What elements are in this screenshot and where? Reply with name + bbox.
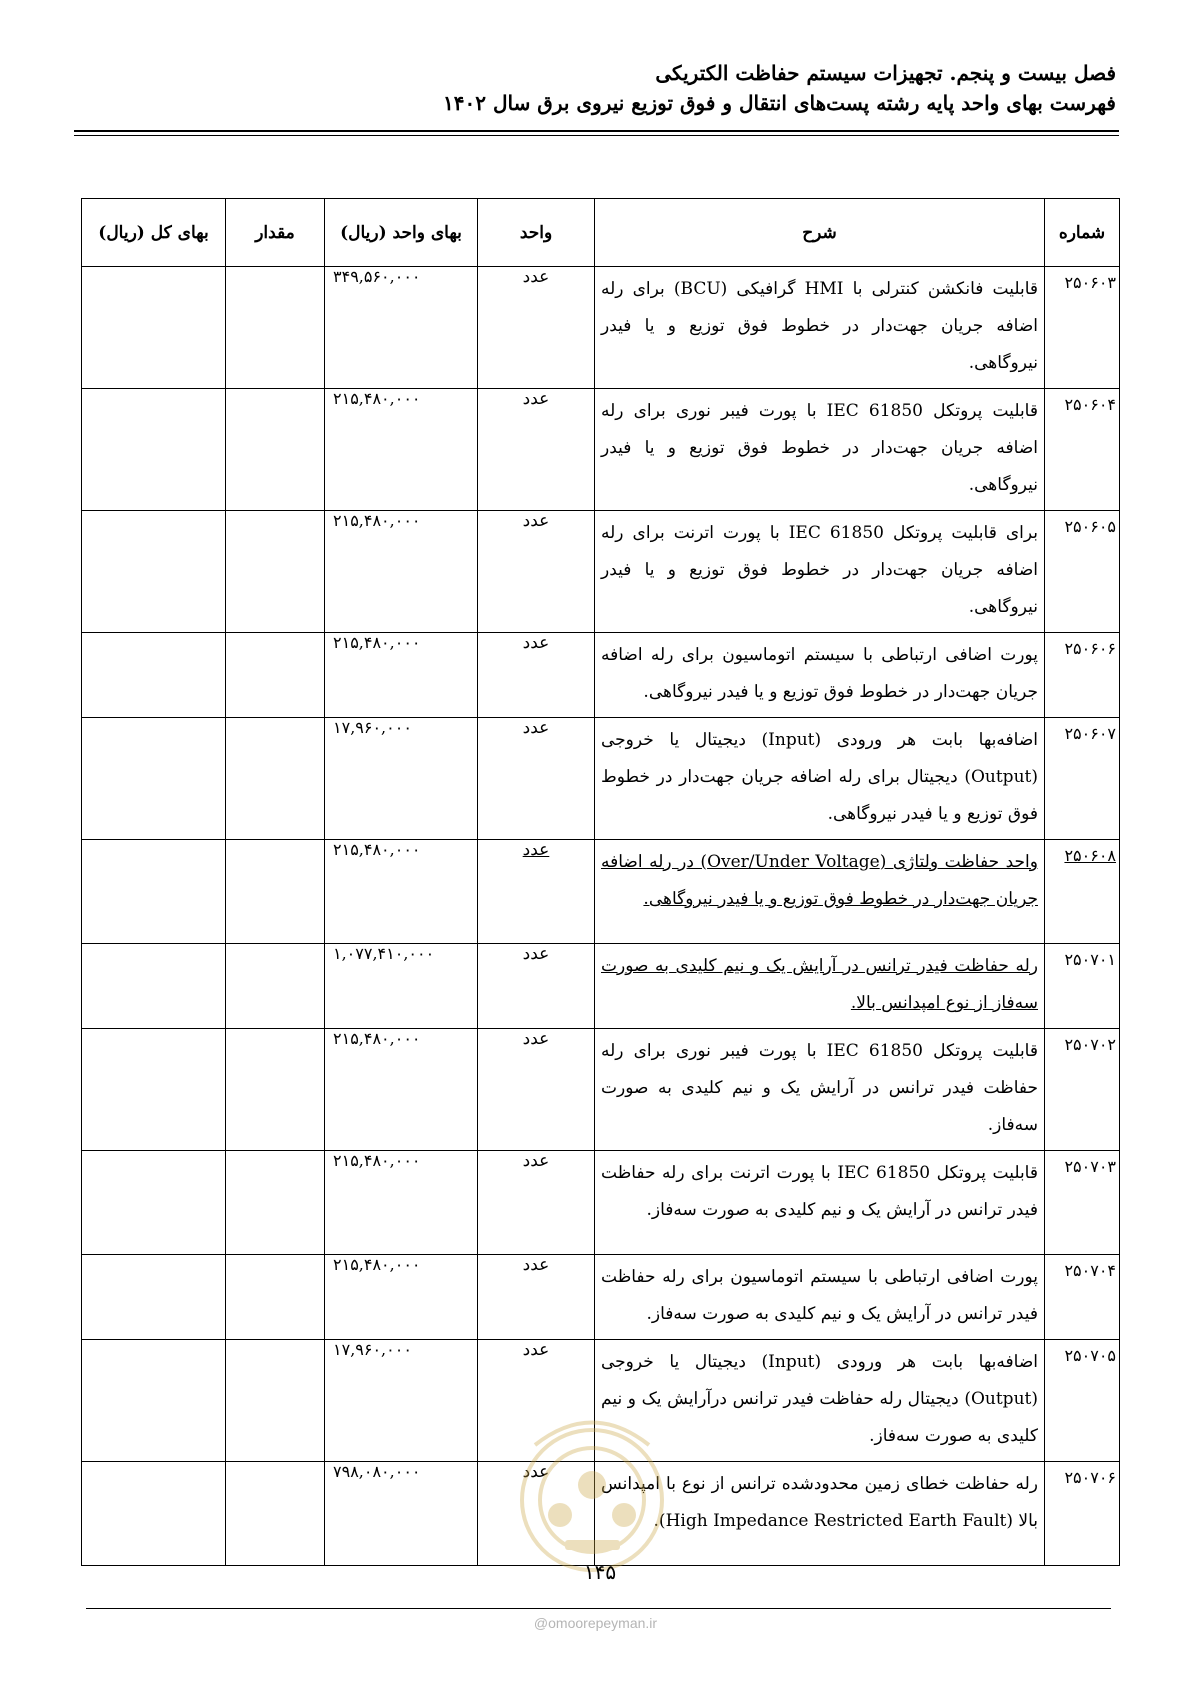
row-number: ۲۵۰۷۰۱ — [1045, 944, 1120, 1029]
row-unit: عدد — [478, 1151, 595, 1255]
footer-watermark: @omoorepeyman.ir — [533, 1615, 658, 1631]
row-description: قابلیت پروتکل IEC 61850 با پورت اترنت برای رله حفاظت فیدر ترانس در آرایش یک و نیم کلیدی به صورت سه‌فاز. — [595, 1151, 1045, 1255]
row-total-price[interactable] — [82, 1462, 226, 1566]
header-description: شرح — [595, 199, 1045, 267]
row-unit: عدد — [478, 1462, 595, 1566]
row-total-price[interactable] — [82, 944, 226, 1029]
header-total-price: بهای کل (ریال) — [82, 199, 226, 267]
row-total-price[interactable] — [82, 1151, 226, 1255]
row-description: قابلیت فانکشن کنترلی با HMI گرافیکی (BCU) برای رله اضافه جریان جهت‌دار در خطوط فوق توزیع و یا فیدر نیروگاهی. — [595, 267, 1045, 389]
row-unit: عدد — [478, 840, 595, 944]
row-unit-price: ۱,۰۷۷,۴۱۰,۰۰۰ — [325, 944, 478, 1029]
row-unit: عدد — [478, 267, 595, 389]
row-description: قابلیت پروتکل IEC 61850 با پورت فیبر نوری برای رله اضافه جریان جهت‌دار در خطوط فوق توزیع و یا فیدر نیروگاهی. — [595, 389, 1045, 511]
row-unit: عدد — [478, 718, 595, 840]
row-unit-price: ۲۱۵,۴۸۰,۰۰۰ — [325, 389, 478, 511]
table-row — [82, 1255, 1120, 1340]
row-number: ۲۵۰۷۰۴ — [1045, 1255, 1120, 1340]
footer-rule — [86, 1608, 1111, 1609]
row-quantity[interactable] — [226, 267, 325, 389]
page-number: ۱۴۵ — [583, 1560, 617, 1584]
seal-stamp-icon — [505, 1405, 680, 1585]
row-description: پورت اضافی ارتباطی با سیستم اتوماسیون برای رله اضافه جریان جهت‌دار در خطوط فوق توزیع و یا فیدر نیروگاهی. — [595, 633, 1045, 718]
header-quantity: مقدار — [226, 199, 325, 267]
row-total-price[interactable] — [82, 1340, 226, 1462]
row-unit-price: ۳۴۹,۵۶۰,۰۰۰ — [325, 267, 478, 389]
row-number: ۲۵۰۷۰۳ — [1045, 1151, 1120, 1255]
row-description: برای قابلیت پروتکل IEC 61850 با پورت اترنت برای رله اضافه جریان جهت‌دار در خطوط فوق توزیع و یا فیدر نیروگاهی. — [595, 511, 1045, 633]
row-description: اضافه‌بها بابت هر ورودی (Input) دیجیتال یا خروجی (Output) دیجیتال رله حفاظت فیدر ترانس درآرایش یک و نیم کلیدی به صورت سه‌فاز. — [595, 1340, 1045, 1462]
row-quantity[interactable] — [226, 1151, 325, 1255]
table-row — [82, 944, 1120, 1029]
row-description: قابلیت پروتکل IEC 61850 با پورت فیبر نوری برای رله حفاظت فیدر ترانس در آرایش یک و نیم کلیدی به صورت سه‌فاز. — [595, 1029, 1045, 1151]
row-unit: عدد — [478, 389, 595, 511]
row-unit-price: ۲۱۵,۴۸۰,۰۰۰ — [325, 511, 478, 633]
row-number: ۲۵۰۶۰۵ — [1045, 511, 1120, 633]
page-header — [66, 58, 1116, 118]
row-number: ۲۵۰۶۰۶ — [1045, 633, 1120, 718]
table-row — [82, 840, 1120, 944]
row-total-price[interactable] — [82, 511, 226, 633]
table-row — [82, 511, 1120, 633]
row-description: پورت اضافی ارتباطی با سیستم اتوماسیون برای رله حفاظت فیدر ترانس در آرایش یک و نیم کلیدی به صورت سه‌فاز. — [595, 1255, 1045, 1340]
row-unit-price: ۲۱۵,۴۸۰,۰۰۰ — [325, 633, 478, 718]
row-number: ۲۵۰۶۰۸ — [1045, 840, 1120, 944]
header-number: شماره — [1045, 199, 1120, 267]
row-quantity[interactable] — [226, 633, 325, 718]
row-quantity[interactable] — [226, 944, 325, 1029]
row-unit: عدد — [478, 1255, 595, 1340]
row-quantity[interactable] — [226, 1255, 325, 1340]
row-quantity[interactable] — [226, 1462, 325, 1566]
row-number: ۲۵۰۶۰۷ — [1045, 718, 1120, 840]
row-unit-price: ۷۹۸,۰۸۰,۰۰۰ — [325, 1462, 478, 1566]
header-rule-thin — [74, 135, 1119, 136]
price-table — [81, 198, 1120, 1566]
header-unit: واحد — [478, 199, 595, 267]
row-quantity[interactable] — [226, 718, 325, 840]
row-unit-price: ۲۱۵,۴۸۰,۰۰۰ — [325, 840, 478, 944]
row-unit-price: ۲۱۵,۴۸۰,۰۰۰ — [325, 1255, 478, 1340]
row-total-price[interactable] — [82, 389, 226, 511]
row-total-price[interactable] — [82, 633, 226, 718]
table-row — [82, 1029, 1120, 1151]
row-quantity[interactable] — [226, 511, 325, 633]
row-unit: عدد — [478, 633, 595, 718]
row-number: ۲۵۰۶۰۳ — [1045, 267, 1120, 389]
row-total-price[interactable] — [82, 718, 226, 840]
row-description: اضافه‌بها بابت هر ورودی (Input) دیجیتال یا خروجی (Output) دیجیتال برای رله اضافه جریان جهت‌دار در خطوط فوق توزیع و یا فیدر نیروگاهی. — [595, 718, 1045, 840]
header-rule-thick — [74, 130, 1119, 132]
row-total-price[interactable] — [82, 1255, 226, 1340]
header-unit-price: بهای واحد (ریال) — [325, 199, 478, 267]
row-unit-price: ۲۱۵,۴۸۰,۰۰۰ — [325, 1151, 478, 1255]
row-unit: عدد — [478, 1029, 595, 1151]
table-header-row — [82, 199, 1120, 267]
row-number: ۲۵۰۷۰۶ — [1045, 1462, 1120, 1566]
row-number: ۲۵۰۷۰۵ — [1045, 1340, 1120, 1462]
table-row — [82, 1151, 1120, 1255]
row-unit-price: ۱۷,۹۶۰,۰۰۰ — [325, 718, 478, 840]
row-unit: عدد — [478, 511, 595, 633]
row-quantity[interactable] — [226, 1340, 325, 1462]
document-title: فهرست بهای واحد پایه رشته پست‌های انتقال و فوق توزیع نیروی برق سال ۱۴۰۲ — [443, 91, 1116, 115]
row-description: رله حفاظت خطای زمین محدودشده ترانس از نوع با امپدانس بالا (High Impedance Restricted Earth Fault). — [595, 1462, 1045, 1566]
row-number: ۲۵۰۶۰۴ — [1045, 389, 1120, 511]
row-quantity[interactable] — [226, 840, 325, 944]
row-quantity[interactable] — [226, 1029, 325, 1151]
row-description: واحد حفاظت ولتاژی (Over/Under Voltage) در رله اضافه جریان جهت‌دار در خطوط فوق توزیع و یا فیدر نیروگاهی. — [595, 840, 1045, 944]
row-total-price[interactable] — [82, 267, 226, 389]
table-row — [82, 389, 1120, 511]
row-unit: عدد — [478, 944, 595, 1029]
row-unit-price: ۱۷,۹۶۰,۰۰۰ — [325, 1340, 478, 1462]
row-quantity[interactable] — [226, 389, 325, 511]
row-total-price[interactable] — [82, 1029, 226, 1151]
row-total-price[interactable] — [82, 840, 226, 944]
table-row — [82, 267, 1120, 389]
row-description: رله حفاظت فیدر ترانس در آرایش یک و نیم کلیدی به صورت سه‌فاز از نوع امپدانس بالا. — [595, 944, 1045, 1029]
table-row — [82, 633, 1120, 718]
row-unit: عدد — [478, 1340, 595, 1462]
row-unit-price: ۲۱۵,۴۸۰,۰۰۰ — [325, 1029, 478, 1151]
table-row — [82, 718, 1120, 840]
chapter-title: فصل بیست و پنجم. تجهیزات سیستم حفاظت الکتریکی — [655, 61, 1116, 85]
row-number: ۲۵۰۷۰۲ — [1045, 1029, 1120, 1151]
